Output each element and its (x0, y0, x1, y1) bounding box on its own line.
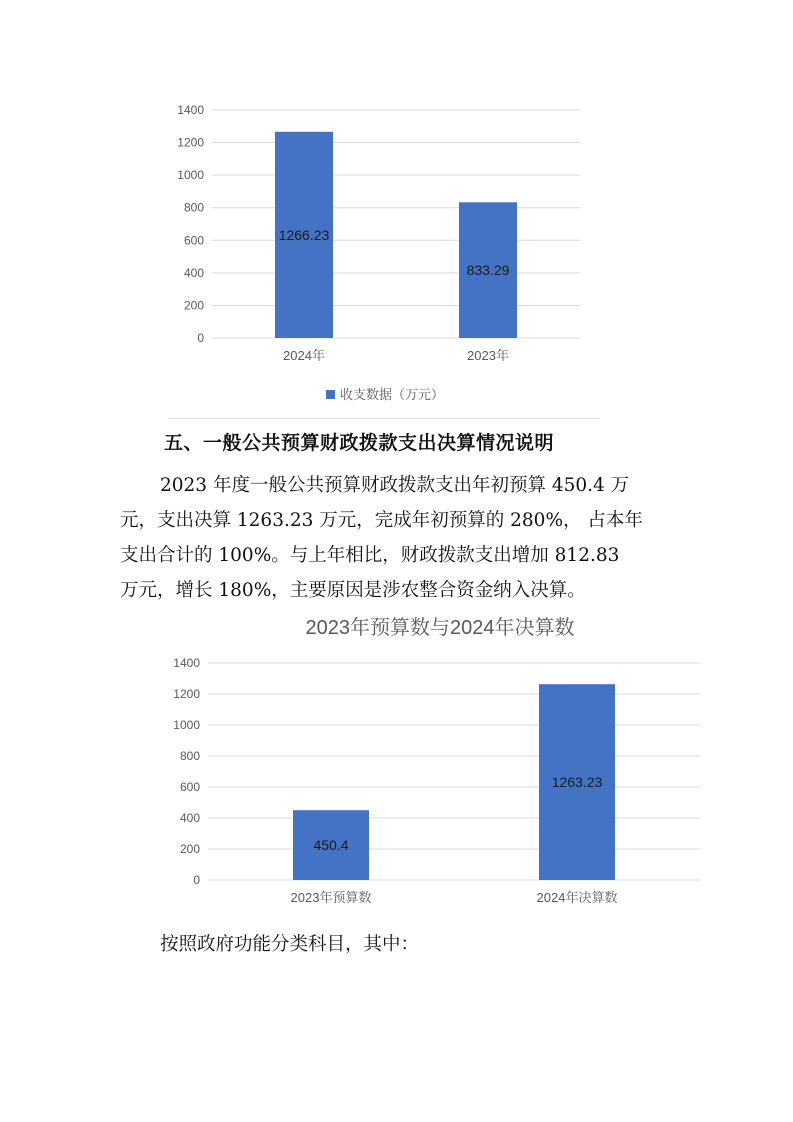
x-tick-label: 2024年决算数 (536, 890, 618, 905)
bar-data-label: 1266.23 (278, 226, 330, 243)
bar-data-label: 450.4 (313, 837, 349, 854)
bar-data-label: 833.29 (466, 262, 510, 279)
y-tick-label: 600 (183, 233, 204, 248)
y-tick-label: 1200 (173, 687, 200, 701)
y-tick-label: 1400 (177, 103, 204, 117)
y-tick-label: 1000 (177, 168, 204, 183)
y-tick-label: 0 (197, 331, 204, 345)
chart-budget-vs-final (150, 608, 710, 913)
legend-swatch (326, 390, 335, 399)
chart-divider (168, 418, 600, 419)
section-heading: 五、一般公共预算财政拨款支出决算情况说明 (164, 432, 555, 454)
paragraph-line-3: 支出合计的 100%。与上年相比，财政拨款支出增加 812.83 (120, 545, 620, 566)
section-paragraph (120, 468, 680, 608)
closing-line: 按照政府功能分类科目，其中： (160, 934, 420, 955)
y-tick-label: 400 (179, 811, 200, 825)
x-tick-label: 2023年预算数 (290, 890, 372, 905)
y-tick-label: 200 (179, 842, 200, 856)
chart-1-svg (150, 95, 610, 415)
y-tick-label: 0 (193, 873, 200, 887)
y-tick-label: 800 (183, 200, 204, 215)
paragraph-line-4: 万元，增长 180%，主要原因是涉农整合资金纳入决算。 (120, 580, 586, 601)
chart-title: 2023年预算数与2024年决算数 (305, 617, 575, 639)
chart-income-expenditure (150, 95, 610, 415)
legend-label: 收支数据（万元） (340, 387, 445, 402)
y-tick-label: 400 (183, 265, 204, 280)
bar-data-label: 1263.23 (551, 774, 603, 791)
y-tick-label: 1000 (173, 718, 200, 732)
x-tick-label: 2024年 (283, 348, 325, 363)
y-tick-label: 1400 (173, 656, 200, 670)
paragraph-line-2: 元，支出决算 1263.23 万元，完成年初预算的 280%， 占本年 (120, 510, 643, 531)
x-tick-label: 2023年 (467, 348, 509, 363)
y-tick-label: 200 (183, 298, 204, 313)
y-tick-label: 800 (179, 749, 200, 763)
paragraph-line-1: 2023 年度一般公共预算财政拨款支出年初预算 450.4 万 (160, 475, 630, 496)
chart-2-svg (150, 608, 710, 913)
y-tick-label: 1200 (177, 135, 204, 150)
y-tick-label: 600 (179, 780, 200, 794)
